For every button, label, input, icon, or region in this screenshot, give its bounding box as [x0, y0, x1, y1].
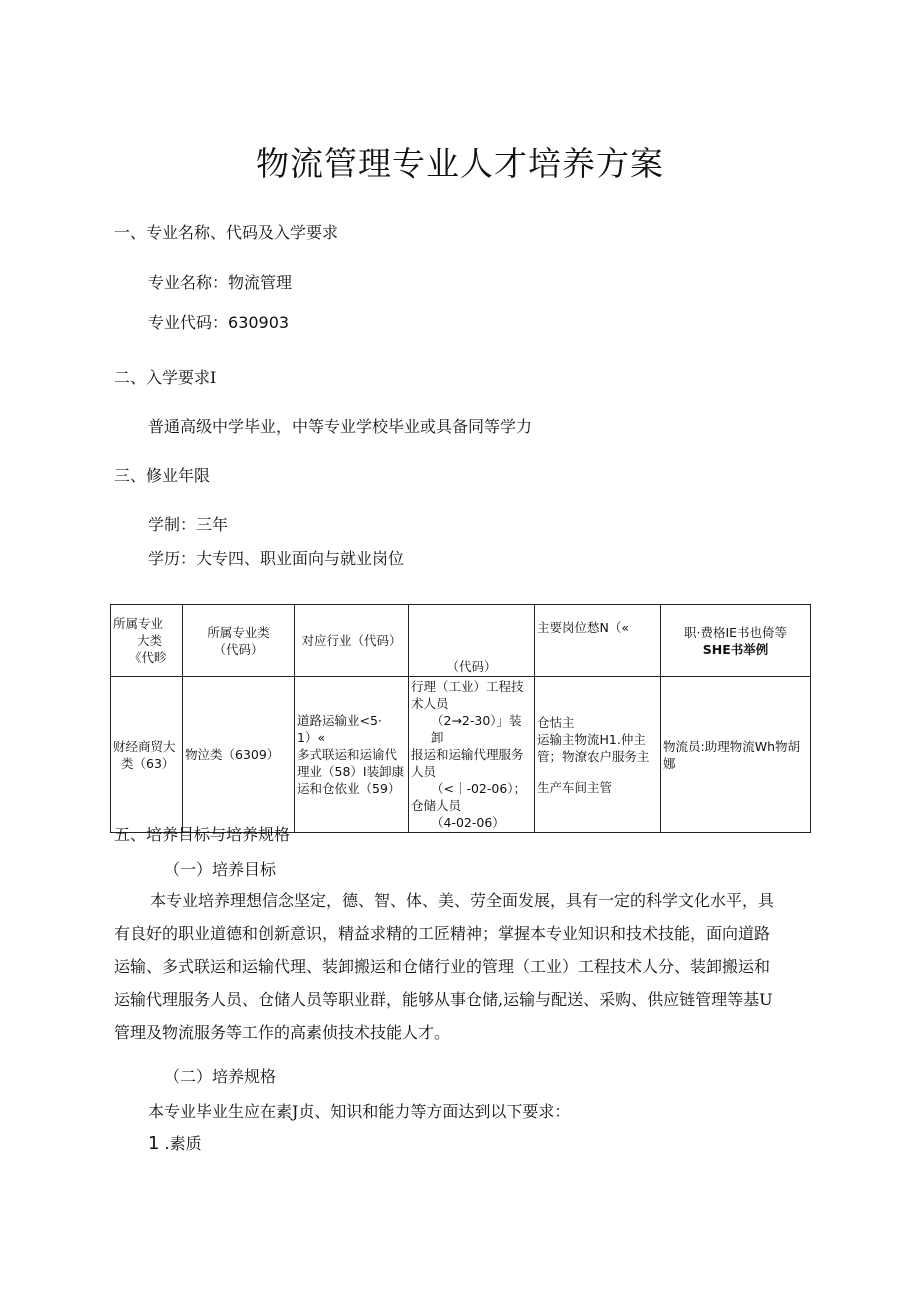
goal-subheading: （一）培养目标 — [164, 860, 277, 879]
cell-line: 物泣类（6309） — [185, 747, 280, 762]
header-cell — [111, 605, 183, 677]
quality-item — [148, 1131, 202, 1154]
cell-line: 道路运输业<5·1）« — [297, 713, 382, 745]
cell-line: 管；物潦农户服务主 — [537, 748, 650, 764]
cell-line: 娜 — [663, 755, 676, 771]
header-line: 主要岗位愁N（« — [537, 620, 629, 635]
header-line: （代码） — [446, 659, 497, 674]
table-cell — [183, 677, 295, 833]
cell-line: 报运和运输代理服务 — [411, 747, 524, 762]
major-name: 专业名称：物流管理 — [148, 273, 293, 292]
goal-line: 运输、多式联运和运输代理、装卸搬运和仓储行业的管理（工业）工程技术人分、装卸搬运和 — [114, 957, 771, 976]
table-cell — [409, 677, 535, 833]
header-cell — [535, 605, 661, 677]
career-table — [110, 604, 811, 833]
cell-line: 人员 — [411, 764, 437, 779]
header-line: 职·费格IE书也倚等 — [683, 624, 788, 640]
header-line: 对应行业（代码） — [301, 633, 402, 648]
cell-line: 多式联运和运谕代 — [297, 747, 398, 762]
header-line: 所属专业类 — [207, 624, 270, 640]
item-number: 1 — [148, 1133, 160, 1154]
study-length: 学制：三年 — [148, 515, 229, 534]
cell-line: 运输主物流H1.仲主 — [537, 731, 646, 747]
cell-line: 理业（58）I装卸康 — [297, 764, 405, 779]
cell-line: 财经商贸大 — [113, 738, 176, 754]
header-line: （代码） — [213, 641, 264, 657]
cell-line: 生产车间主管 — [537, 779, 613, 795]
cell-line: 物流员:助理物流Wh物胡 — [663, 738, 800, 754]
cell-line: 仓储人员 — [411, 798, 462, 813]
table-cell — [535, 677, 661, 833]
table-cell — [295, 677, 409, 833]
major-code-value: 630903 — [228, 313, 290, 332]
education-level: 学历：大专四、职业面向与就业岗位 — [148, 549, 405, 568]
cell-line: 行理（工业）工程技 — [411, 679, 524, 694]
major-code — [148, 310, 289, 333]
document-title: 物流管理专业人才培养方案 — [256, 144, 664, 183]
goal-paragraph — [114, 884, 814, 1049]
goal-line: 本专业培养理想信念坚定，德、智、体、美、劳全面发展，具有一定的科学文化水平，具 — [150, 891, 775, 910]
cell-line: （2→2-30）」装卸 — [431, 713, 522, 745]
section2-heading: 二、入学要求I — [114, 368, 217, 387]
spec-text: 本专业毕业生应在素J贞、知识和能力等方面达到以下要求： — [148, 1102, 571, 1121]
cell-line: （<｜-02-06）； — [431, 781, 527, 796]
header-line: SHE书举例 — [702, 641, 769, 657]
header-line: 大类 — [137, 633, 163, 648]
spec-subheading: （二）培养规格 — [164, 1067, 277, 1086]
cell-line: 运和仓依业（59） — [297, 781, 401, 796]
cell-line: 仓怙主 — [537, 714, 575, 730]
header-cell — [409, 605, 535, 677]
header-cell — [661, 605, 811, 677]
section5-heading: 五、培养目标与培养规格 — [114, 825, 291, 844]
cell-line: （4-02-06） — [431, 815, 505, 830]
table-row — [111, 677, 811, 833]
section1-heading: 一、专业名称、代码及入学要求 — [114, 223, 339, 242]
table-cell — [661, 677, 811, 833]
item-text: .素质 — [164, 1134, 202, 1153]
major-code-label: 专业代码： — [148, 313, 229, 332]
header-line: 所属专业 — [113, 616, 164, 631]
goal-line: 管理及物流服务等工作的高素侦技术技能人才。 — [114, 1023, 451, 1042]
table-header-row — [111, 605, 811, 677]
goal-line: 运输代理服务人员、仓储人员等职业群，能够从事仓储,运输与配送、采购、供应链管理等基U — [114, 990, 773, 1009]
cell-line: 术人员 — [411, 696, 449, 711]
section3-heading: 三、修业年限 — [114, 466, 211, 485]
header-cell — [183, 605, 295, 677]
table-cell — [111, 677, 183, 833]
admission-requirement: 普通高级中学毕业，中等专业学校毕业或具备同等学力 — [148, 417, 533, 436]
cell-line — [537, 765, 658, 779]
header-cell — [295, 605, 409, 677]
header-line: 《代畛 — [129, 650, 167, 665]
cell-line: 类（63） — [121, 755, 175, 771]
goal-line: 有良好的职业道德和创新意识，精益求精的工匠精神；掌握本专业知识和技术技能，面向道路 — [114, 924, 771, 943]
